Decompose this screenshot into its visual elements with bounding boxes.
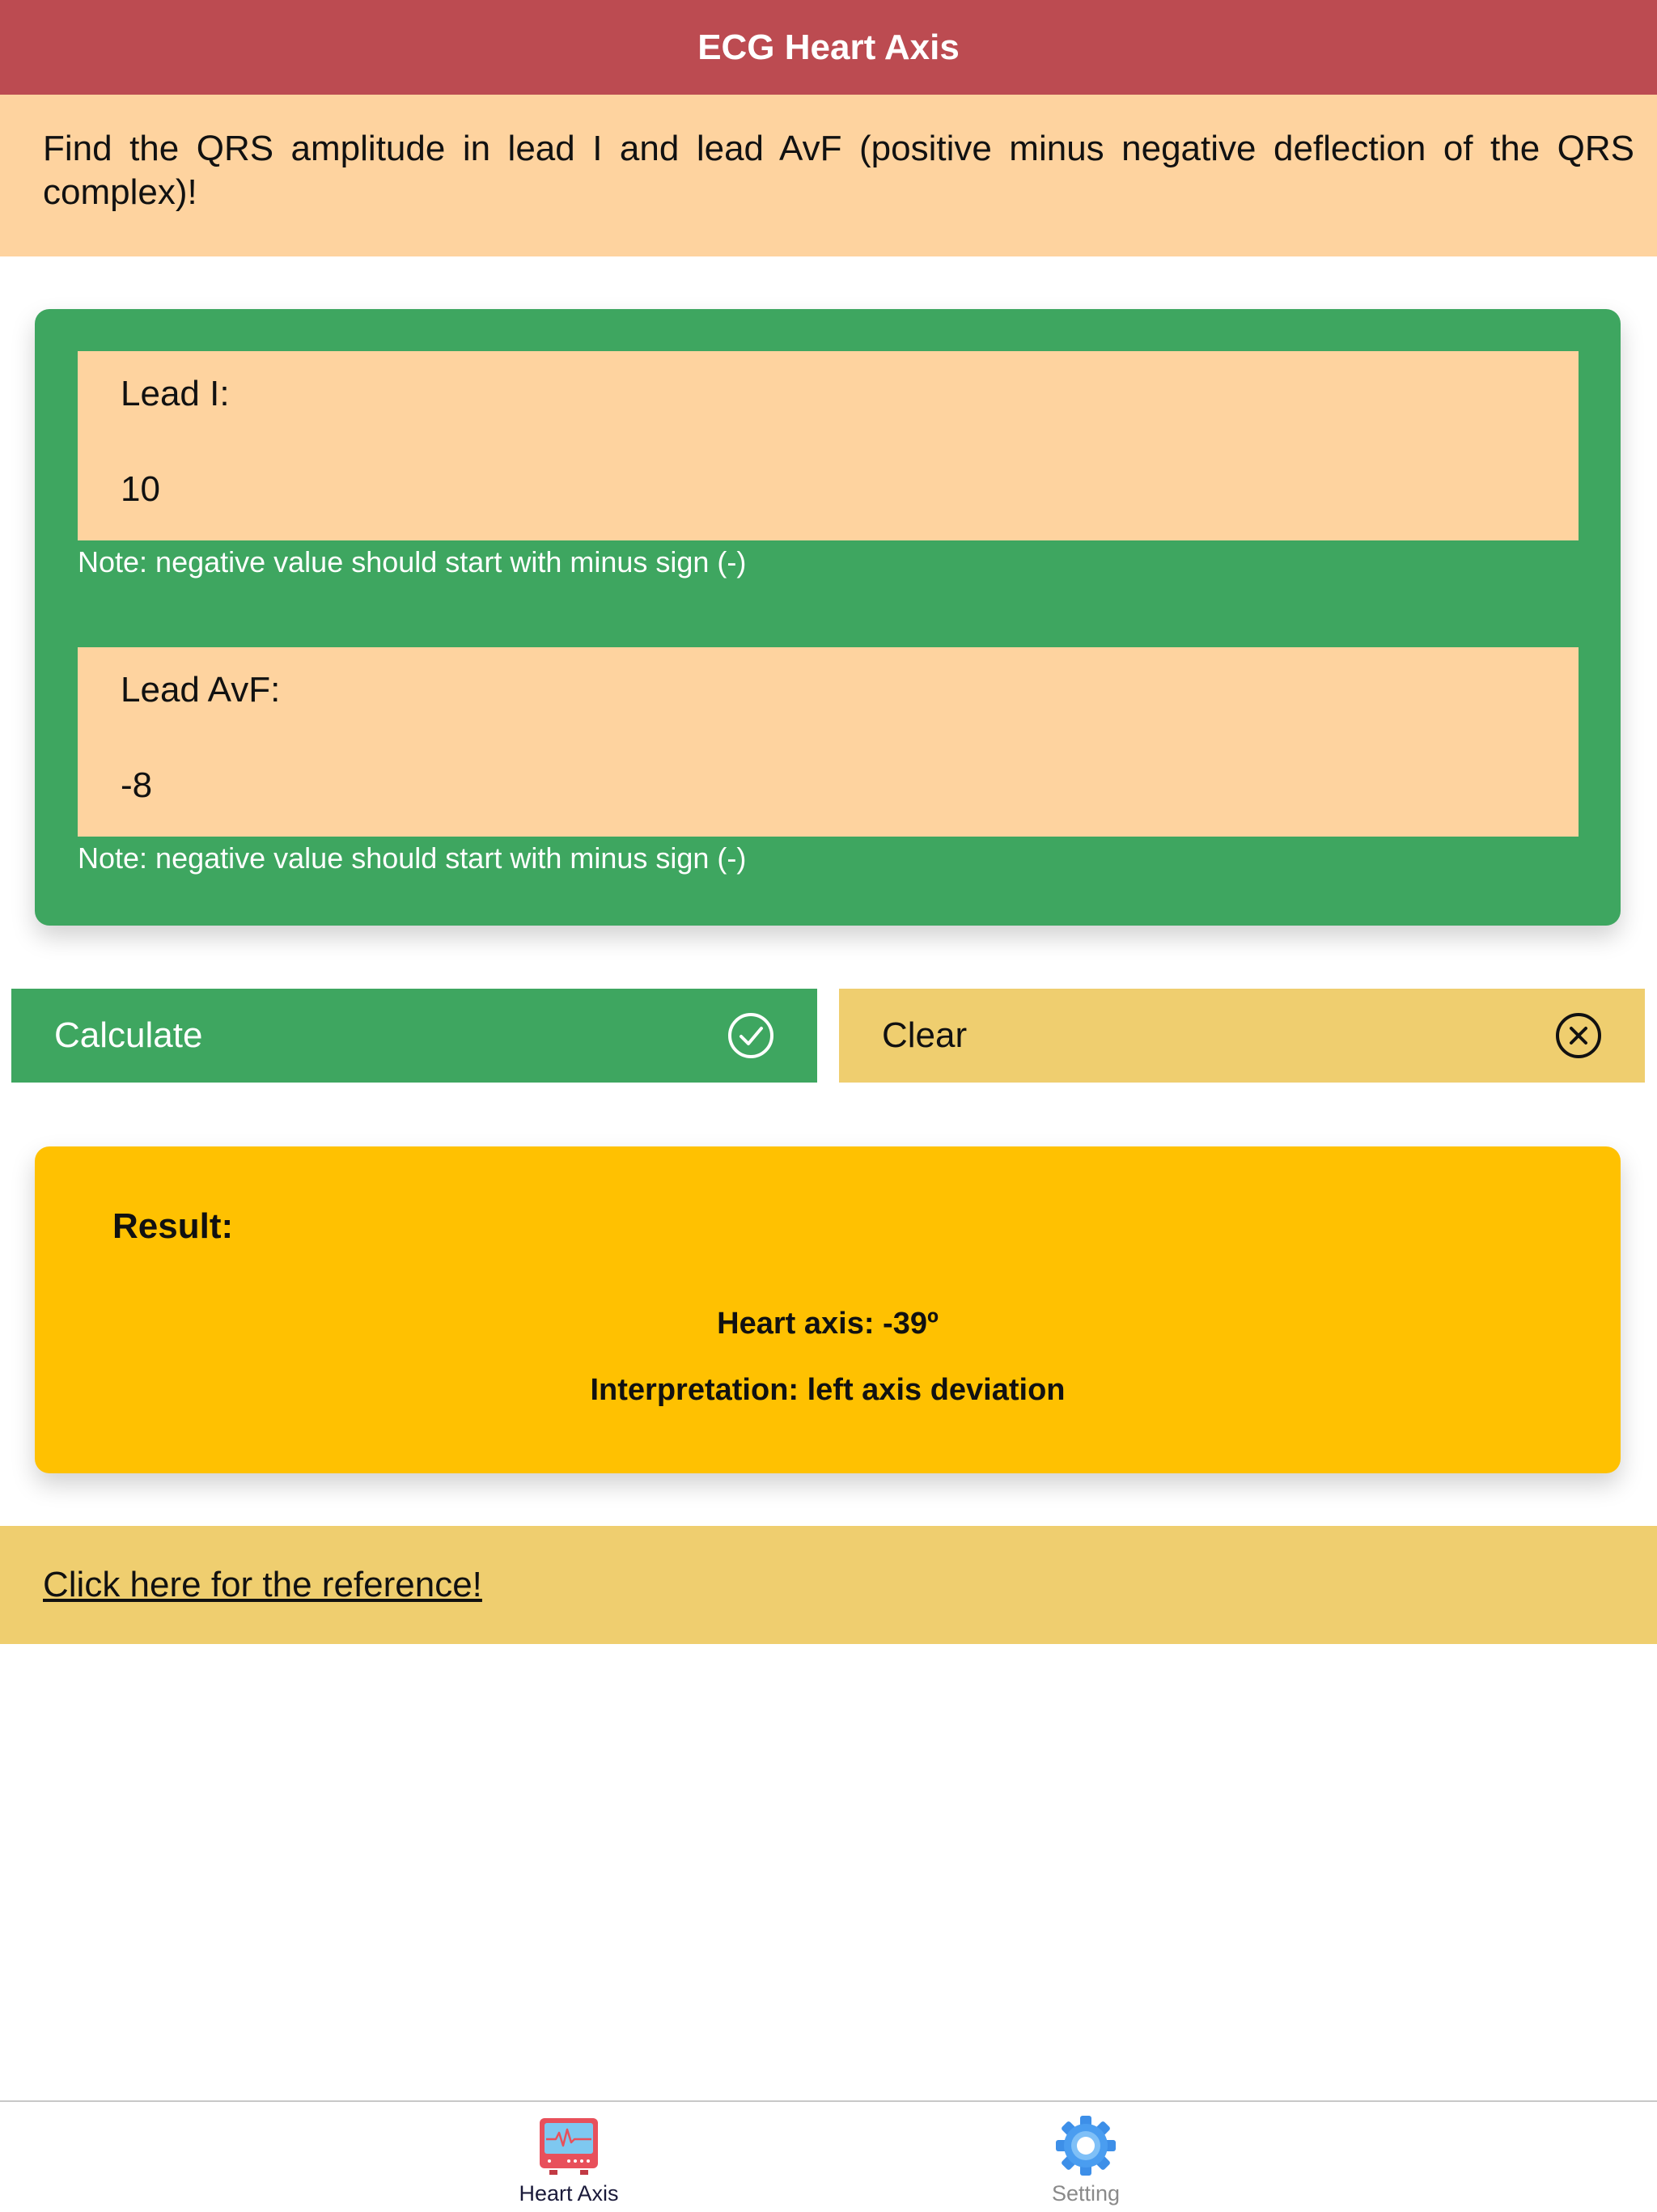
tab-heart-axis[interactable] <box>447 2102 690 2212</box>
lead-i-field[interactable] <box>78 351 1579 540</box>
lead-avf-input[interactable]: -8 <box>121 765 153 805</box>
lead-avf-field[interactable] <box>78 647 1579 837</box>
ecg-monitor-icon <box>538 2115 600 2176</box>
lead-i-note: Note: negative value should start with minus sign (-) <box>78 545 747 578</box>
x-circle-icon <box>1554 1011 1603 1060</box>
reference-link[interactable]: Click here for the reference! <box>43 1565 482 1604</box>
heart-axis-result: Heart axis: -39º <box>717 1307 939 1341</box>
navigation-bar <box>0 0 1657 95</box>
tab-heart-axis-label: Heart Axis <box>519 2181 619 2206</box>
instruction-text: Find the QRS amplitude in lead I and lead AvF (positive minus negative deflection of the QRS complex)! <box>43 129 1634 212</box>
lead-i-label: Lead I: <box>121 374 230 413</box>
tab-bar <box>0 2100 1657 2212</box>
lead-avf-note: Note: negative value should start with minus sign (-) <box>78 841 747 875</box>
interpretation-result: Interpretation: left axis deviation <box>590 1373 1066 1407</box>
result-title: Result: <box>112 1206 234 1246</box>
input-card <box>35 309 1621 926</box>
lead-avf-label: Lead AvF: <box>121 670 281 710</box>
calculate-button-label: Calculate <box>54 1015 203 1055</box>
calculate-button[interactable] <box>11 989 817 1083</box>
clear-button-label: Clear <box>882 1015 968 1055</box>
page-title: ECG Heart Axis <box>697 27 960 67</box>
check-circle-icon <box>727 1011 775 1060</box>
tab-setting[interactable] <box>964 2102 1207 2212</box>
gear-icon <box>1055 2115 1117 2176</box>
lead-i-input[interactable]: 10 <box>121 469 160 509</box>
instruction-banner <box>0 95 1657 256</box>
reference-banner <box>0 1526 1657 1644</box>
clear-button[interactable] <box>839 989 1645 1083</box>
result-card <box>35 1146 1621 1473</box>
tab-setting-label: Setting <box>1051 2181 1121 2206</box>
